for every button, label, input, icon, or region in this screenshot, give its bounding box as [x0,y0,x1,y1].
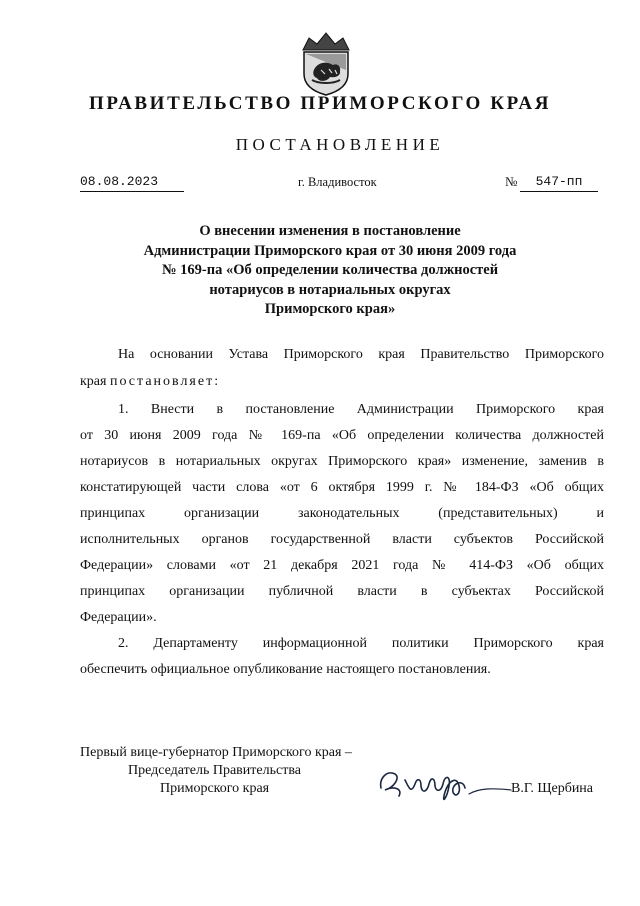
signatory-name: В.Г. Щербина [511,781,594,796]
subject-line: О внесении изменения в постановление [199,223,461,239]
document-number: 547-пп [520,174,598,192]
item1-line: от 30 июня 2009 года № 169-па «Об определении количества должностей [80,428,604,443]
body-intro-line: края постановляет: [80,374,221,389]
body-intro-line: На основании Устава Приморского края Правительство Приморского [118,347,604,362]
item1-line: Федерации» словами «от 21 декабря 2021 года № 414-ФЗ «Об общих [80,558,604,573]
item1-line: констатирующей части слова «от 6 октября 1999 г. № 184-ФЗ «Об общих [80,480,604,495]
subject-line: нотариусов в нотариальных округах [209,281,451,298]
signatory-position: Первый вице-губернатор Приморского края – [80,745,352,760]
item1-line: принципах организации публичной власти в субъектах Российской [80,584,604,599]
item1-line: Федерации». [80,610,157,625]
subject-line: Приморского края» [264,301,396,317]
item1-line: исполнительных органов государственной власти субъектов Российской [80,532,604,547]
document-city: г. Владивосток [298,175,377,189]
subject-line: Администрации Приморского края от 30 июня 2009 года [143,242,517,259]
signatory-position: Приморского края [160,781,270,796]
document-number-sign: № [505,174,518,189]
handwritten-signature [375,758,515,808]
item2-line: обеспечить официальное опубликование настоящего постановления. [80,662,491,677]
document-subject [110,222,550,320]
government-title: ПРАВИТЕЛЬСТВО ПРИМОРСКОГО КРАЯ [88,93,552,114]
coat-of-arms-emblem [297,30,355,96]
item1-line: принципах организации законодательных (представительных) и [80,506,604,521]
document-date: 08.08.2023 [80,174,184,192]
document-type-heading: ПОСТАНОВЛЕНИЕ [235,135,445,154]
item2-line: 2. Департаменту информационной политики Приморского края [118,636,604,651]
subject-line: № 169-па «Об определении количества должностей [161,262,499,278]
signatory-position: Председатель Правительства [128,763,301,778]
resolution-keyword: постановляет: [109,374,221,389]
item1-line: 1. Внести в постановление Администрации Приморского края [118,402,604,417]
item1-line: нотариусов в нотариальных округах Приморского края» изменение, заменив в [80,454,604,469]
